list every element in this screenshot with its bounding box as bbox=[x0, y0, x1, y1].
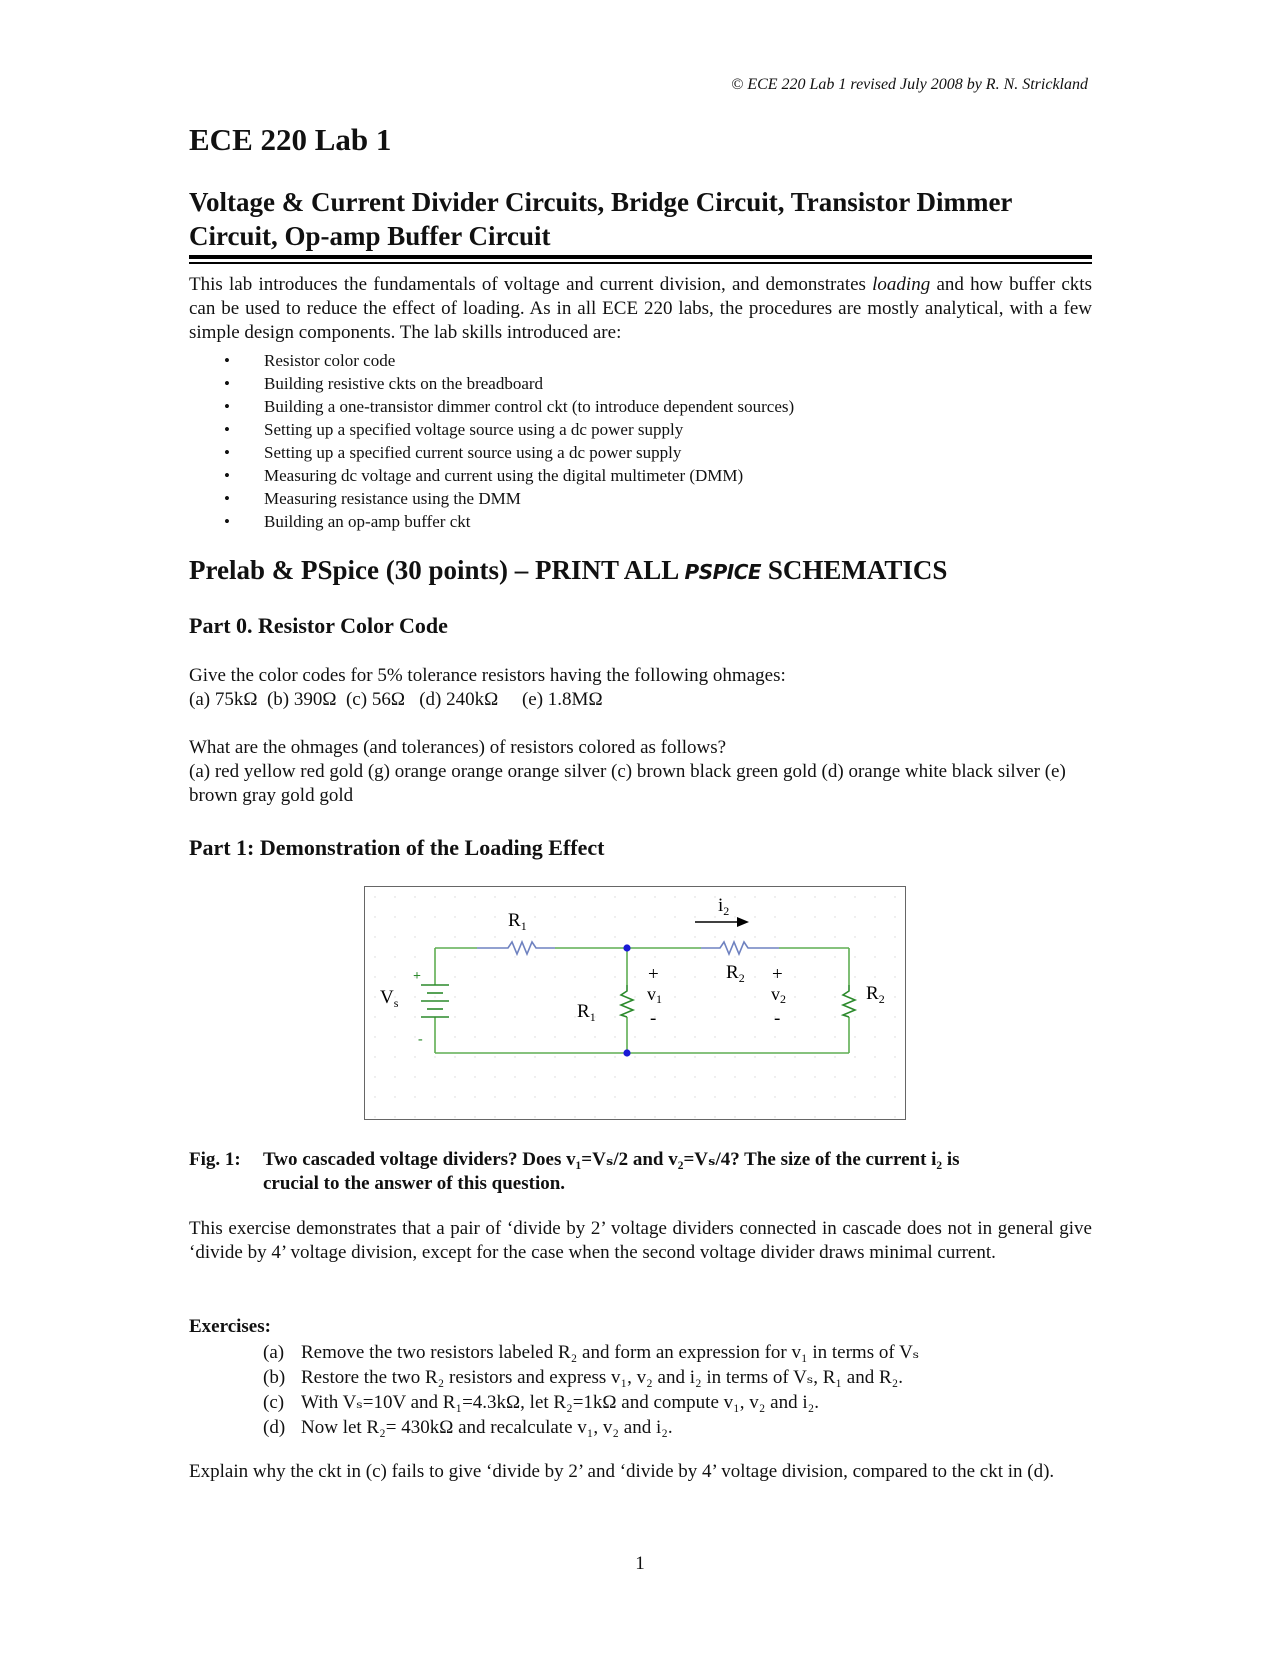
loading-explanation: This exercise demonstrates that a pair of ‘divide by 2’ voltage dividers connected in cascade does not in general give ‘divide by 4’ voltage division, except for the case when the second voltage divider draws minimal current. bbox=[189, 1218, 1092, 1263]
label-v1-plus: + bbox=[648, 964, 659, 985]
pspice-word: PSPICE bbox=[684, 560, 762, 584]
page-number: 1 bbox=[635, 1553, 645, 1574]
list-item: • Building an op-amp buffer ckt bbox=[224, 510, 794, 533]
node-dot-top bbox=[623, 944, 630, 951]
list-item: (a) Remove the two resistors labeled R₂ and form an expression for v₁ in terms of Vₛ bbox=[263, 1342, 920, 1363]
label-r1-top: $R_1$ bbox=[508, 910, 527, 933]
label-v2: v2 bbox=[771, 984, 786, 1006]
doc-subtitle: Voltage & Current Divider Circuits, Bridge Circuit, Transistor Dimmer Circuit, Op-amp Buffer Circuit bbox=[189, 187, 1012, 251]
list-item: • Setting up a specified current source using a dc power supply bbox=[224, 441, 794, 464]
part1-heading: Part 1: Demonstration of the Loading Effect bbox=[189, 835, 605, 860]
skills-list bbox=[224, 349, 794, 533]
label-r2-right: $R_2$ bbox=[866, 983, 885, 1006]
part0-question-1: Give the color codes for 5% tolerance resistors having the following ohmages: (a) 75kΩ (b) 390Ω (c) 56Ω (d) 240kΩ (e) 1.8MΩ bbox=[189, 665, 786, 710]
label-vs: $V_s$ bbox=[380, 987, 399, 1010]
label-i2: $i_2$ bbox=[718, 895, 730, 918]
list-item: (c) With Vₛ=10V and R₁=4.3kΩ, let R₂=1kΩ and compute v₁, v₂ and i₂. bbox=[263, 1392, 819, 1413]
label-v2-plus: + bbox=[772, 964, 783, 985]
prelab-heading: Prelab & PSpice (30 points) – PRINT ALL PSPICE SCHEMATICS bbox=[189, 555, 948, 585]
label-v1-minus: - bbox=[650, 1008, 657, 1029]
title-rule-thick bbox=[189, 255, 1092, 259]
list-item: (d) Now let R₂= 430kΩ and recalculate v₁, v₂ and i₂. bbox=[263, 1417, 673, 1438]
header-note: © ECE 220 Lab 1 revised July 2008 by R. N. Strickland bbox=[731, 76, 1088, 93]
title-rule-thin bbox=[189, 262, 1092, 264]
exercises-list bbox=[263, 1340, 919, 1440]
list-item: • Building resistive ckts on the breadboard bbox=[224, 372, 794, 395]
closing-question: Explain why the ckt in (c) fails to give ‘divide by 2’ and ‘divide by 4’ voltage division, compared to the ckt in (d). bbox=[189, 1461, 1055, 1482]
part0-question-2: What are the ohmages (and tolerances) of resistors colored as follows? (a) red yellow red gold (g) orange orange orange silver (c) brown black green gold (d) orange white black silver (e) brown gray gold gold bbox=[189, 737, 1066, 806]
exercises-heading: Exercises: bbox=[189, 1316, 271, 1337]
part0-heading: Part 0. Resistor Color Code bbox=[189, 613, 448, 638]
source-plus-mark: + bbox=[413, 969, 421, 984]
source-minus-mark: - bbox=[418, 1032, 423, 1047]
label-v1: v1 bbox=[647, 984, 662, 1006]
circuit-schematic bbox=[365, 887, 905, 1119]
list-item: • Building a one-transistor dimmer control ckt (to introduce dependent sources) bbox=[224, 395, 794, 418]
intro-paragraph: This lab introduces the fundamentals of voltage and current division, and demonstrates loading and how buffer ckts can be used to reduce the effect of loading. As in all ECE 220 labs, the procedures are mostly analytical, with a few simple design components. The lab skills introduced are: bbox=[189, 274, 1092, 343]
circuit-figure bbox=[364, 886, 906, 1120]
doc-title: ECE 220 Lab 1 bbox=[189, 122, 392, 157]
list-item: • Setting up a specified voltage source using a dc power supply bbox=[224, 418, 794, 441]
node-dot-bottom bbox=[623, 1049, 630, 1056]
label-r2-top: $R_2$ bbox=[726, 962, 745, 985]
label-v2-minus: - bbox=[774, 1008, 781, 1029]
list-item: • Resistor color code bbox=[224, 349, 794, 372]
loading-emphasis: loading bbox=[872, 274, 931, 295]
label-r1-mid: $R_1$ bbox=[577, 1001, 596, 1024]
list-item: • Measuring dc voltage and current using the digital multimeter (DMM) bbox=[224, 464, 794, 487]
list-item: • Measuring resistance using the DMM bbox=[224, 487, 794, 510]
list-item: (b) Restore the two R₂ resistors and express v₁, v₂ and i₂ in terms of Vₛ, R₁ and R₂. bbox=[263, 1367, 903, 1388]
figure-caption: Fig. 1: Two cascaded voltage dividers? Does v₁=Vₛ/2 and v₂=Vₛ/4? The size of the current i₂ is crucial to the answer of this question. bbox=[189, 1149, 960, 1194]
